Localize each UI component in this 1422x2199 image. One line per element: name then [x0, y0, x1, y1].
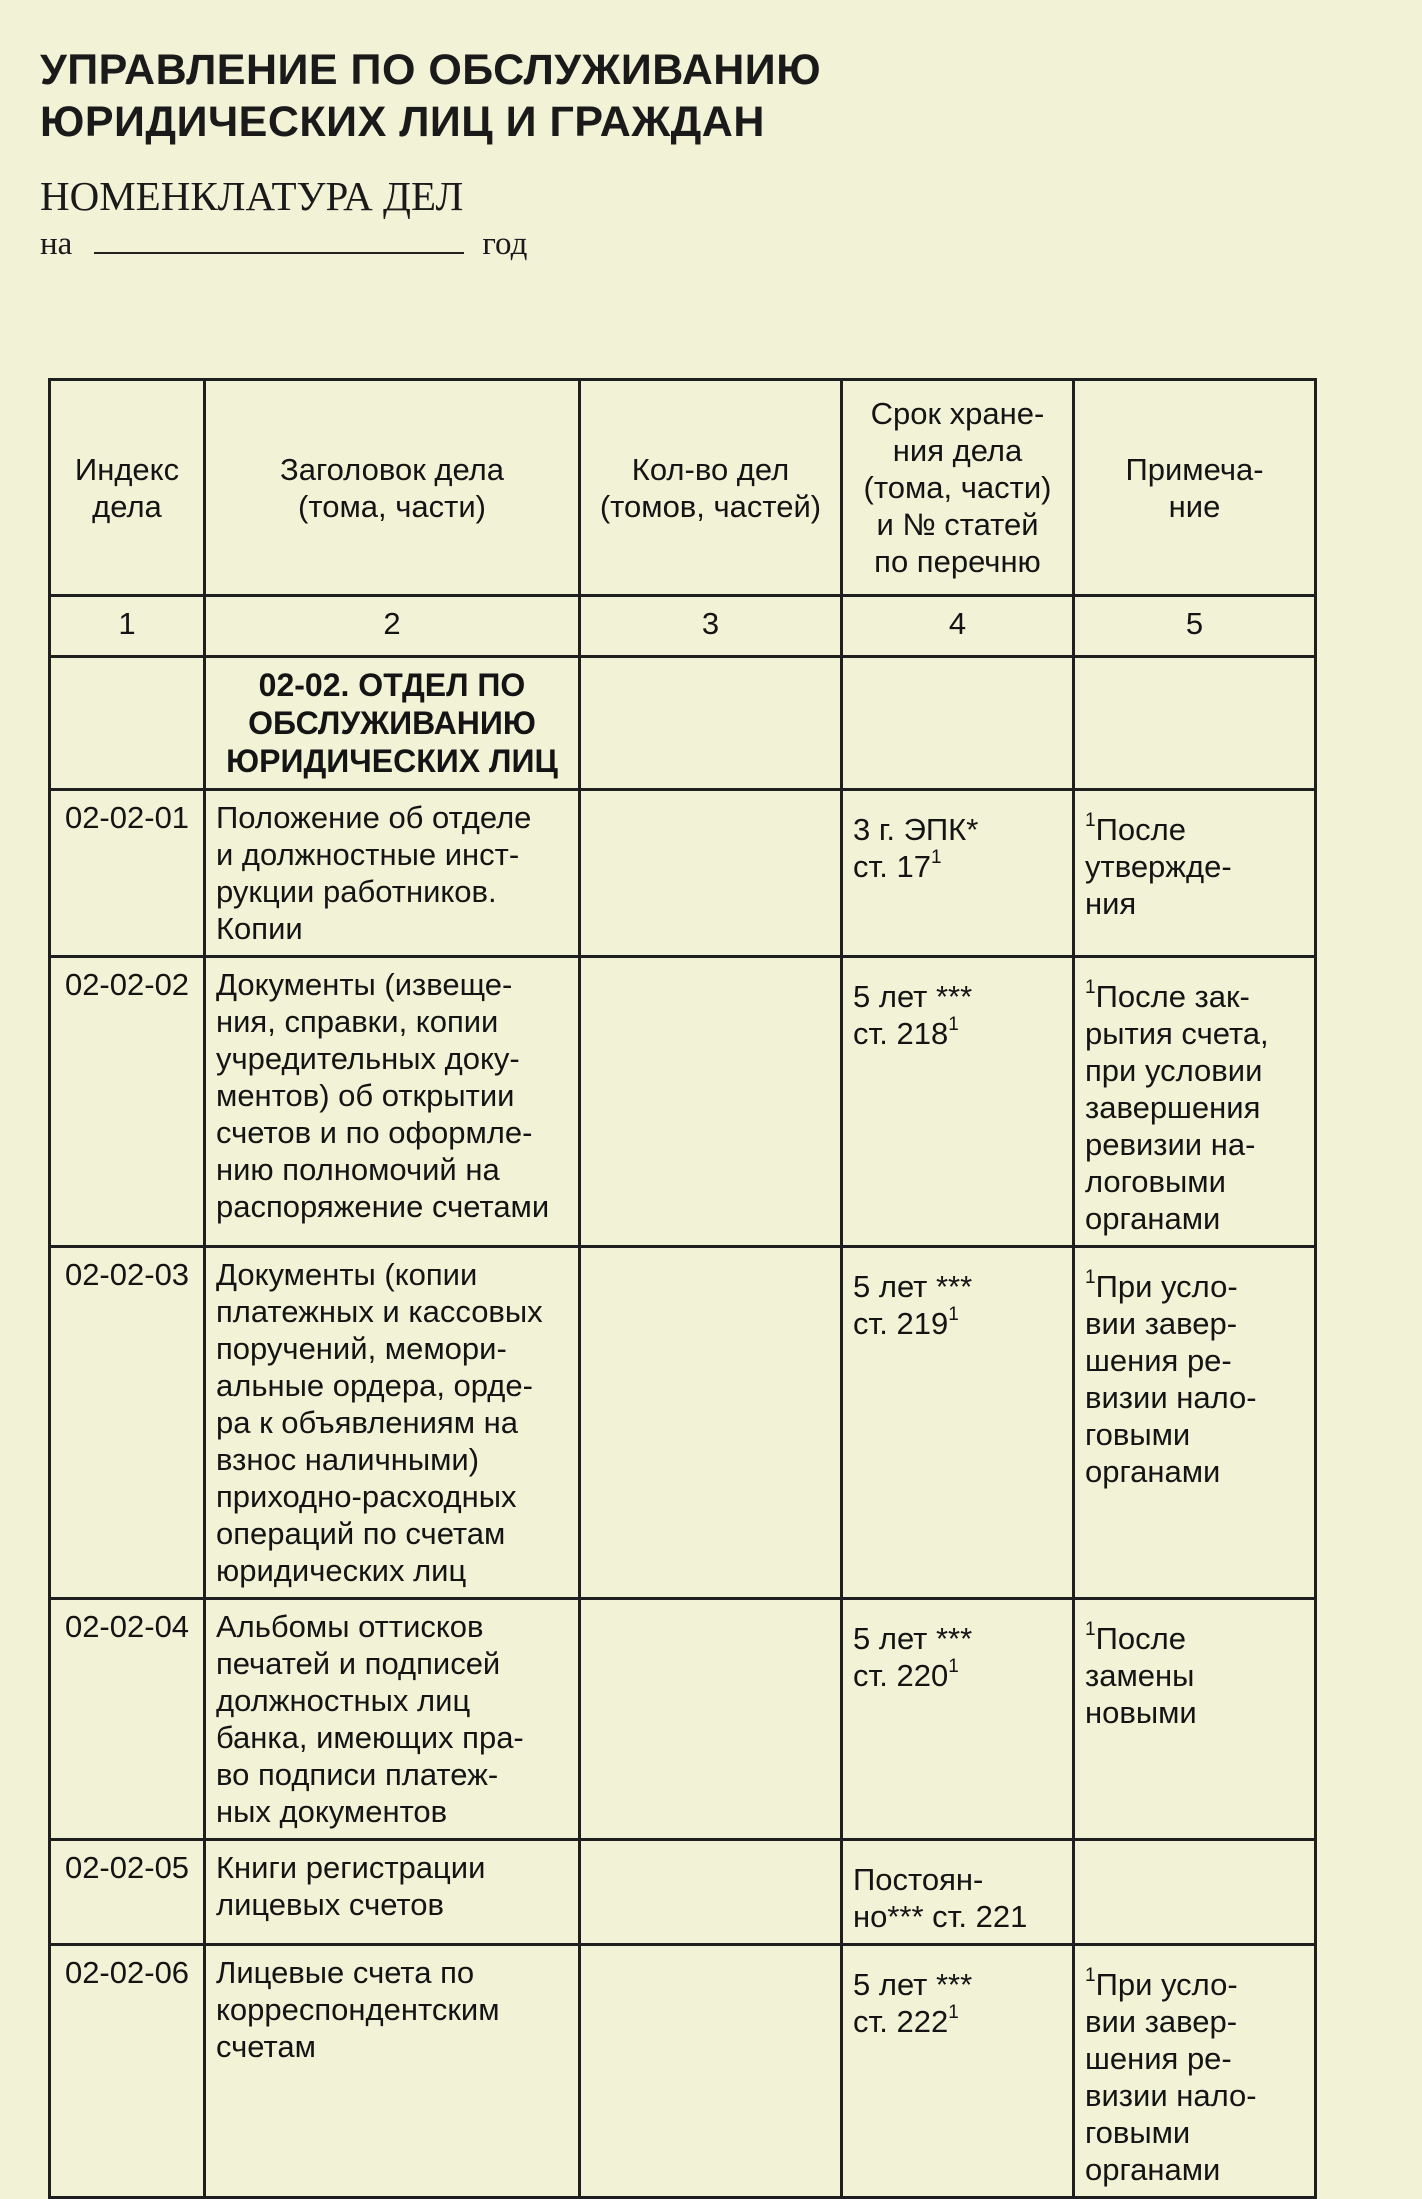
note — [1074, 1840, 1316, 1945]
section-title — [205, 657, 580, 790]
case-title-line: приходно-расходных — [216, 1479, 517, 1514]
note-line: ревизии на- — [1085, 1127, 1256, 1162]
column-header-line: Кол-во дел — [631, 451, 790, 487]
case-count — [580, 790, 842, 957]
storage-term-line: 5 лет *** — [853, 1269, 973, 1304]
note-line: новыми — [1085, 1695, 1197, 1730]
year-suffix: год — [482, 226, 528, 262]
note-line: При усло- — [1095, 1967, 1238, 2002]
section-count-cell — [580, 657, 842, 790]
case-title-line: должностных лиц — [216, 1683, 471, 1718]
case-title — [205, 1945, 580, 2198]
case-title — [205, 790, 580, 957]
storage-term-line: 5 лет *** — [853, 1967, 973, 2002]
case-title-line: нию полномочий на — [216, 1152, 500, 1187]
footnote-marker: 1 — [930, 847, 942, 868]
storage-term — [842, 1840, 1074, 1945]
nomenclature-table — [48, 378, 1317, 2199]
case-title — [205, 1599, 580, 1840]
note-line: После — [1095, 812, 1186, 847]
storage-term-line: 3 г. ЭПК* — [853, 812, 979, 847]
column-header-line: Срок хране- — [870, 396, 1045, 431]
column-number: 2 — [205, 596, 580, 657]
storage-term-line-wrap — [853, 2003, 1062, 2040]
column-header-line: дела — [92, 488, 162, 524]
note-line: вии завер- — [1085, 2004, 1238, 2039]
section-row — [50, 657, 1316, 790]
note-line: После зак- — [1095, 979, 1250, 1014]
footnote-marker: 1 — [1085, 810, 1096, 831]
case-index: 02-02-04 — [50, 1599, 205, 1840]
footnote-marker: 1 — [948, 2002, 959, 2023]
case-title-line: платежных и кассовых — [216, 1294, 543, 1329]
footnote-marker: 1 — [948, 1014, 959, 1035]
case-title-line: Положение об отделе — [216, 800, 532, 835]
note-line-wrap — [1085, 811, 1304, 848]
case-title-line: счетам — [216, 2029, 316, 2064]
storage-term — [842, 790, 1074, 957]
column-number: 3 — [580, 596, 842, 657]
case-index: 02-02-06 — [50, 1945, 205, 2198]
table-row — [50, 790, 1316, 957]
column-header-line: и № статей — [876, 507, 1039, 542]
year-prefix: на — [40, 226, 73, 262]
note-line: После — [1095, 1621, 1186, 1656]
section-title-line: 02-02. ОТДЕЛ ПО — [258, 667, 526, 703]
case-title-line: ра к объявлениям на — [216, 1405, 518, 1440]
case-title-line: ния, справки, копии — [216, 1004, 499, 1039]
section-title-line: ОБСЛУЖИВАНИЮ — [248, 705, 536, 741]
case-title-line: банка, имеющих пра- — [216, 1720, 524, 1755]
case-title-line: ных документов — [216, 1794, 448, 1829]
case-title-line: взнос наличными) — [216, 1442, 480, 1477]
note — [1074, 790, 1316, 957]
note-line-wrap — [1085, 1268, 1304, 1305]
storage-term-line-wrap — [853, 848, 1062, 885]
note-line: визии нало- — [1085, 1380, 1257, 1415]
case-count — [580, 957, 842, 1247]
case-title-line: ментов) об открытии — [216, 1078, 515, 1113]
column-header-line: Индекс — [74, 451, 180, 487]
section-title-line: ЮРИДИЧЕСКИХ ЛИЦ — [226, 743, 558, 779]
column-header-line: по перечню — [874, 544, 1041, 579]
note-line: рытия счета, — [1085, 1016, 1269, 1051]
section-term-cell — [842, 657, 1074, 790]
case-index: 02-02-02 — [50, 957, 205, 1247]
organization-title-line-2: ЮРИДИЧЕСКИХ ЛИЦ И ГРАЖДАН — [40, 98, 765, 146]
case-title-line: Лицевые счета по — [216, 1955, 475, 1990]
note-line-wrap — [1085, 978, 1304, 1015]
case-title-line: Альбомы оттисков — [216, 1609, 484, 1644]
footnote-marker: 1 — [948, 1304, 959, 1325]
section-note-cell — [1074, 657, 1316, 790]
storage-term — [842, 957, 1074, 1247]
storage-term-line-wrap — [853, 1657, 1062, 1694]
note-line: говыми — [1085, 1417, 1191, 1452]
case-title-line: Книги регистрации — [216, 1850, 486, 1885]
storage-term-line: Постоян- — [853, 1862, 984, 1897]
case-title-line: счетов и по оформле- — [216, 1115, 533, 1150]
table-row — [50, 1247, 1316, 1599]
column-number: 4 — [842, 596, 1074, 657]
note-line: вии завер- — [1085, 1306, 1238, 1341]
column-header-line: Примеча- — [1125, 451, 1264, 487]
storage-term-article: ст. 218 — [853, 1016, 949, 1051]
case-count — [580, 1247, 842, 1599]
case-index: 02-02-05 — [50, 1840, 205, 1945]
case-title-line: учредительных доку- — [216, 1041, 520, 1076]
case-count — [580, 1945, 842, 2198]
year-line — [40, 222, 527, 263]
footnote-marker: 1 — [1085, 977, 1096, 998]
footnote-marker: 1 — [1085, 1619, 1096, 1640]
case-index: 02-02-01 — [50, 790, 205, 957]
note-line: органами — [1085, 1454, 1221, 1489]
case-title-line: Копии — [216, 911, 303, 946]
column-header — [1074, 380, 1316, 596]
note-line: При усло- — [1095, 1269, 1238, 1304]
case-index: 02-02-03 — [50, 1247, 205, 1599]
note-line-wrap — [1085, 1620, 1304, 1657]
column-header — [580, 380, 842, 596]
note-line: логовыми — [1085, 1164, 1226, 1199]
column-header — [842, 380, 1074, 596]
year-blank-field — [94, 222, 464, 254]
column-header-line: (тома, части) — [863, 470, 1052, 505]
storage-term-line: но*** ст. 221 — [853, 1899, 1028, 1934]
case-title-line: во подписи платеж- — [216, 1757, 499, 1792]
case-title — [205, 1840, 580, 1945]
column-number: 5 — [1074, 596, 1316, 657]
column-header — [205, 380, 580, 596]
column-header-line: (тома, части) — [298, 488, 486, 524]
storage-term — [842, 1599, 1074, 1840]
note — [1074, 957, 1316, 1247]
storage-term-article: ст. 17 — [853, 849, 931, 884]
organization-title-line-1: УПРАВЛЕНИЕ ПО ОБСЛУЖИВАНИЮ — [40, 46, 822, 94]
table-row — [50, 957, 1316, 1247]
note-line: при условии — [1085, 1053, 1263, 1088]
storage-term-line: 5 лет *** — [853, 1621, 973, 1656]
column-number-row — [50, 596, 1316, 657]
footnote-marker: 1 — [1085, 1965, 1096, 1986]
organization-title — [40, 44, 821, 148]
case-title-line: Документы (извеще- — [216, 967, 513, 1002]
column-header-line: ния дела — [892, 433, 1023, 468]
case-title — [205, 1247, 580, 1599]
column-header-line: ние — [1168, 488, 1221, 524]
note-line: завершения — [1085, 1090, 1261, 1125]
case-count — [580, 1599, 842, 1840]
case-title-line: распоряжение счетами — [216, 1189, 550, 1224]
note-line: говыми — [1085, 2115, 1191, 2150]
note-line: утвержде- — [1085, 849, 1232, 884]
storage-term-article: ст. 219 — [853, 1306, 949, 1341]
case-title-line: альные ордера, орде- — [216, 1368, 533, 1403]
note-line: ния — [1085, 886, 1137, 921]
storage-term-article: ст. 222 — [853, 2004, 949, 2039]
footnote-marker: 1 — [1085, 1267, 1096, 1288]
document-title: НОМЕНКЛАТУРА ДЕЛ — [40, 173, 464, 219]
table-header-row — [50, 380, 1316, 596]
note — [1074, 1945, 1316, 2198]
note-line: шения ре- — [1085, 2041, 1232, 2076]
storage-term-line-wrap — [853, 1305, 1062, 1342]
case-title-line: и должностные инст- — [216, 837, 520, 872]
case-count — [580, 1840, 842, 1945]
case-title-line: юридических лиц — [216, 1553, 467, 1588]
case-title-line: поручений, мемори- — [216, 1331, 507, 1366]
note-line: органами — [1085, 1201, 1221, 1236]
case-title-line: рукции работников. — [216, 874, 497, 909]
storage-term-line: 5 лет *** — [853, 979, 973, 1014]
note-line-wrap — [1085, 1966, 1304, 2003]
note-line: шения ре- — [1085, 1343, 1232, 1378]
case-title-line: печатей и подписей — [216, 1646, 501, 1681]
storage-term-line-wrap — [853, 1015, 1062, 1052]
note-line: визии нало- — [1085, 2078, 1257, 2113]
case-title — [205, 957, 580, 1247]
note-line: замены — [1085, 1658, 1195, 1693]
table-row — [50, 1945, 1316, 2198]
note-line: органами — [1085, 2152, 1221, 2187]
table-row — [50, 1840, 1316, 1945]
column-number: 1 — [50, 596, 205, 657]
case-title-line: операций по счетам — [216, 1516, 506, 1551]
column-header-line: Заголовок дела — [280, 451, 504, 487]
table-row — [50, 1599, 1316, 1840]
column-header — [50, 380, 205, 596]
storage-term — [842, 1945, 1074, 2198]
storage-term — [842, 1247, 1074, 1599]
note — [1074, 1599, 1316, 1840]
case-title-line: корреспондентским — [216, 1992, 500, 2027]
footnote-marker: 1 — [948, 1656, 959, 1677]
case-title-line: лицевых счетов — [216, 1887, 444, 1922]
case-title-line: Документы (копии — [216, 1257, 478, 1292]
storage-term-article: ст. 220 — [853, 1658, 949, 1693]
column-header-line: (томов, частей) — [599, 488, 822, 524]
section-index-cell — [50, 657, 205, 790]
note — [1074, 1247, 1316, 1599]
